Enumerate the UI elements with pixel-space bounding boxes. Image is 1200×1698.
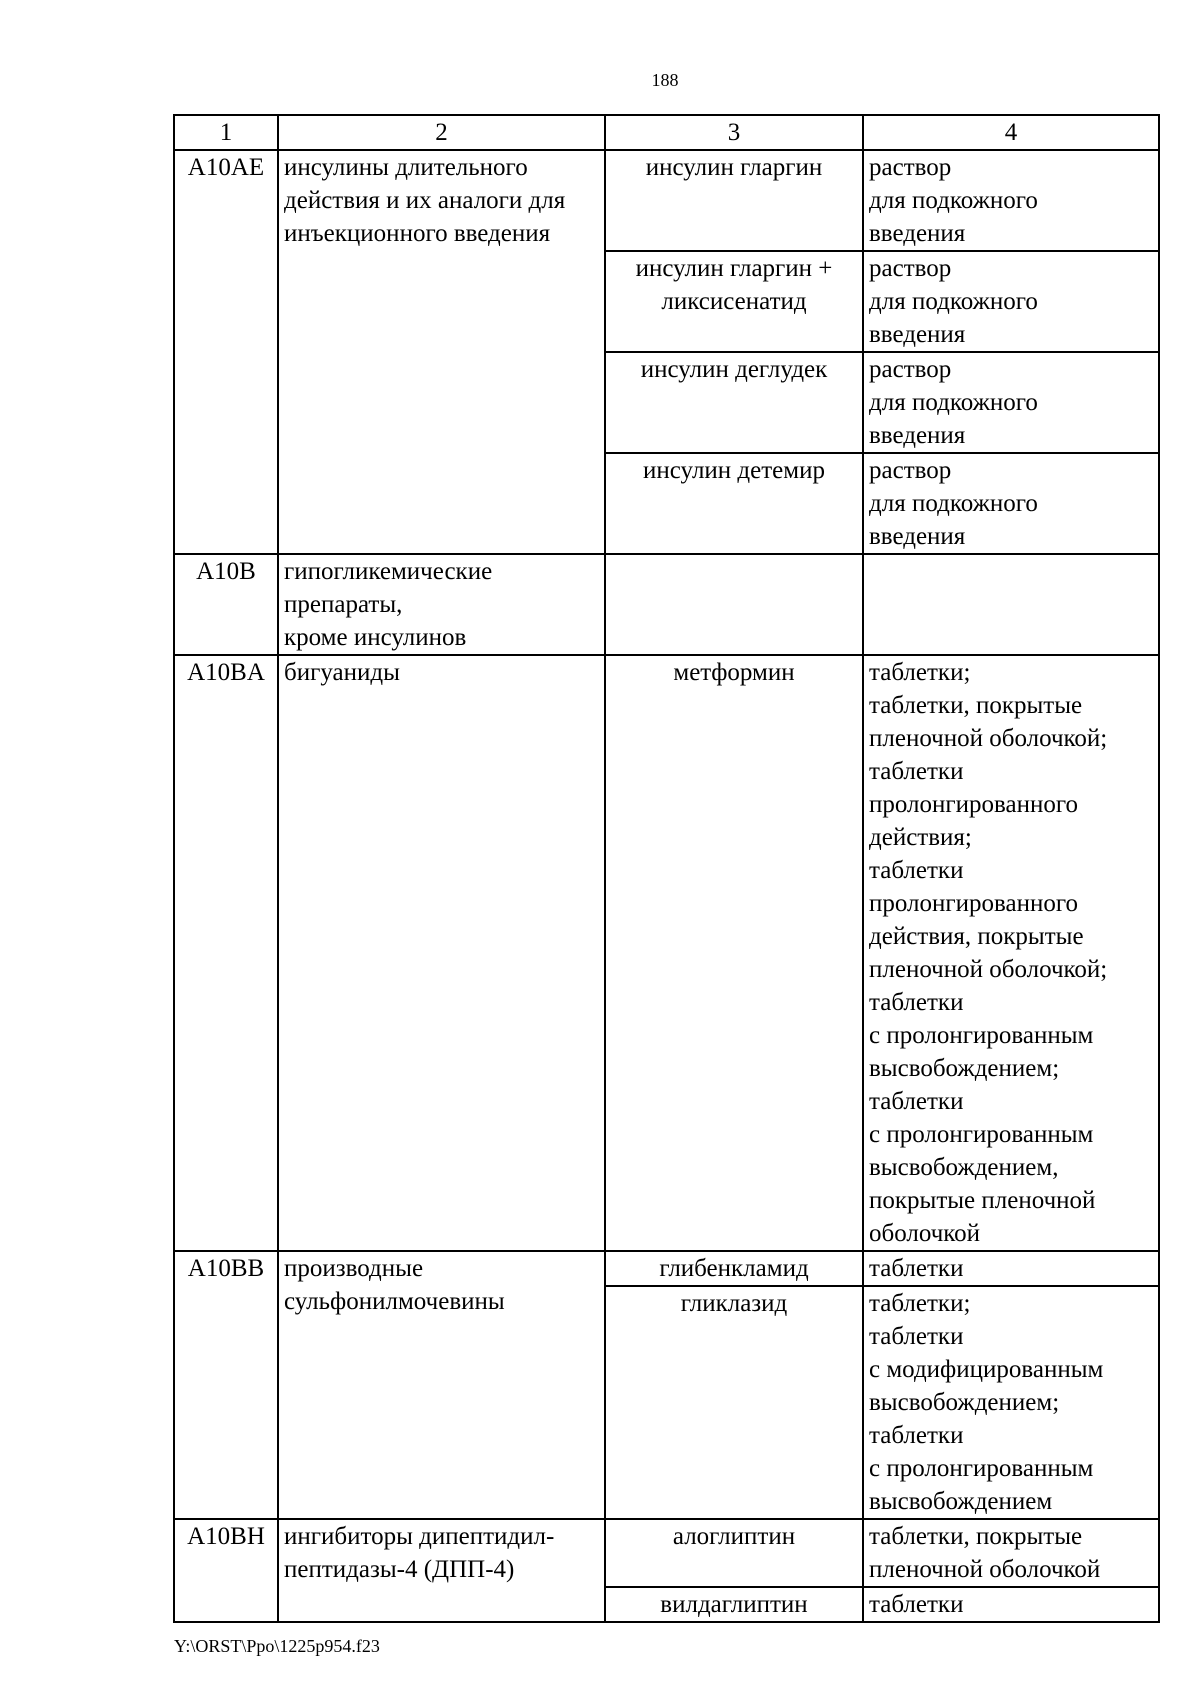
drug-name: инсулин гларгин + ликсисенатид (605, 251, 863, 352)
drug-name: гликлазид (605, 1286, 863, 1519)
drug-name: инсулин деглудек (605, 352, 863, 453)
header-cell: 2 (278, 115, 605, 150)
atc-code: A10B (174, 554, 278, 655)
dosage-form: таблетки; таблетки, покрытые пленочной оболочкой; таблетки пролонгированного действия; таблетки пролонгированного действия, покрытые пленочной оболочкой; таблетки с пролонгированным высвобождением; таблетки с пролонгированным высвобождением, покрытые пленочной оболочкой (863, 655, 1159, 1251)
group-name: производные сульфонилмочевины (278, 1251, 605, 1519)
drug-name: алоглиптин (605, 1519, 863, 1587)
atc-code: A10BA (174, 655, 278, 1251)
group-name: ингибиторы дипептидил- пептидазы-4 (ДПП-4) (278, 1519, 605, 1622)
table-row (174, 1251, 1159, 1286)
atc-code: A10BH (174, 1519, 278, 1622)
table-row (174, 655, 1159, 1251)
empty-cell (863, 554, 1159, 655)
table-row (174, 150, 1159, 251)
page-number: 188 (651, 70, 679, 90)
header-cell: 1 (174, 115, 278, 150)
table-row (174, 554, 1159, 655)
drug-name: глибенкламид (605, 1251, 863, 1286)
header-cell: 3 (605, 115, 863, 150)
drug-name: метформин (605, 655, 863, 1251)
dosage-form: раствор для подкожного введения (863, 251, 1159, 352)
drug-name: вилдаглиптин (605, 1587, 863, 1622)
dosage-form: таблетки, покрытые пленочной оболочкой (863, 1519, 1159, 1587)
empty-cell (605, 554, 863, 655)
drug-table (173, 114, 1160, 1623)
drug-name: инсулин детемир (605, 453, 863, 554)
table-row (174, 1519, 1159, 1587)
group-name: бигуаниды (278, 655, 605, 1251)
dosage-form: таблетки (863, 1587, 1159, 1622)
drug-name: инсулин гларгин (605, 150, 863, 251)
group-name: инсулины длительного действия и их аналоги для инъекционного введения (278, 150, 605, 554)
dosage-form: раствор для подкожного введения (863, 352, 1159, 453)
header-row (174, 115, 1159, 150)
atc-code: A10AE (174, 150, 278, 554)
file-path-footer: Y:\ORST\Ppo\1225p954.f23 (174, 1636, 380, 1656)
header-cell: 4 (863, 115, 1159, 150)
atc-code: A10BB (174, 1251, 278, 1519)
dosage-form: таблетки (863, 1251, 1159, 1286)
dosage-form: таблетки; таблетки с модифицированным высвобождением; таблетки с пролонгированным высвобождением (863, 1286, 1159, 1519)
dosage-form: раствор для подкожного введения (863, 453, 1159, 554)
group-name: гипогликемические препараты, кроме инсулинов (278, 554, 605, 655)
dosage-form: раствор для подкожного введения (863, 150, 1159, 251)
